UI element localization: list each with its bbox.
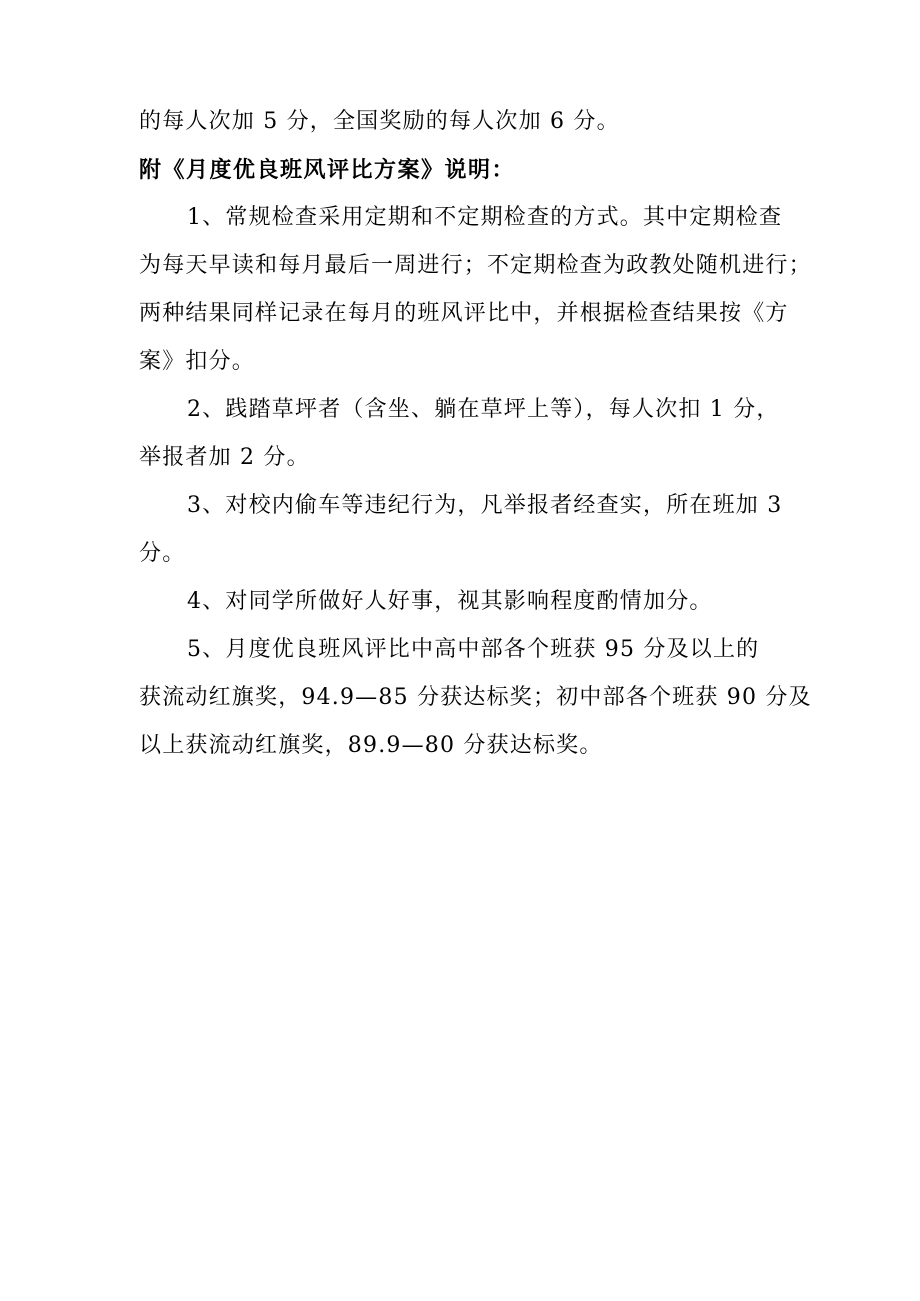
item1-line4: 案》扣分。	[139, 349, 256, 374]
item3-line1: 3、对校内偷车等违纪行为，凡举报者经查实，所在班加 3	[187, 493, 783, 518]
item1-line1: 1、常规检查采用定期和不定期检查的方式。其中定期检查	[187, 205, 783, 230]
appendix-heading: 附《月度优良班风评比方案》说明：	[139, 157, 516, 183]
item3-line2: 分。	[139, 541, 186, 566]
item2-line1: 2、践踏草坪者（含坐、躺在草坪上等），每人次扣 1 分，	[187, 397, 780, 422]
item4-line1: 4、对同学所做好人好事，视其影响程度酌情加分。	[187, 589, 713, 614]
item5-line3: 以上获流动红旗奖，89.9—80 分获达标奖。	[139, 733, 603, 758]
intro-line: 的每人次加 5 分，全国奖励的每人次加 6 分。	[139, 109, 620, 134]
item2-line2: 举报者加 2 分。	[139, 445, 310, 470]
item1-line3: 两种结果同样记录在每月的班风评比中，并根据检查结果按《方	[139, 301, 789, 326]
item5-line2: 获流动红旗奖，94.9—85 分获达标奖；初中部各个班获 90 分及	[139, 685, 812, 710]
item5-line1: 5、月度优良班风评比中高中部各个班获 95 分及以上的	[187, 637, 760, 662]
item1-line2: 为每天早读和每月最后一周进行；不定期检查为政教处随机进行；	[139, 253, 812, 278]
